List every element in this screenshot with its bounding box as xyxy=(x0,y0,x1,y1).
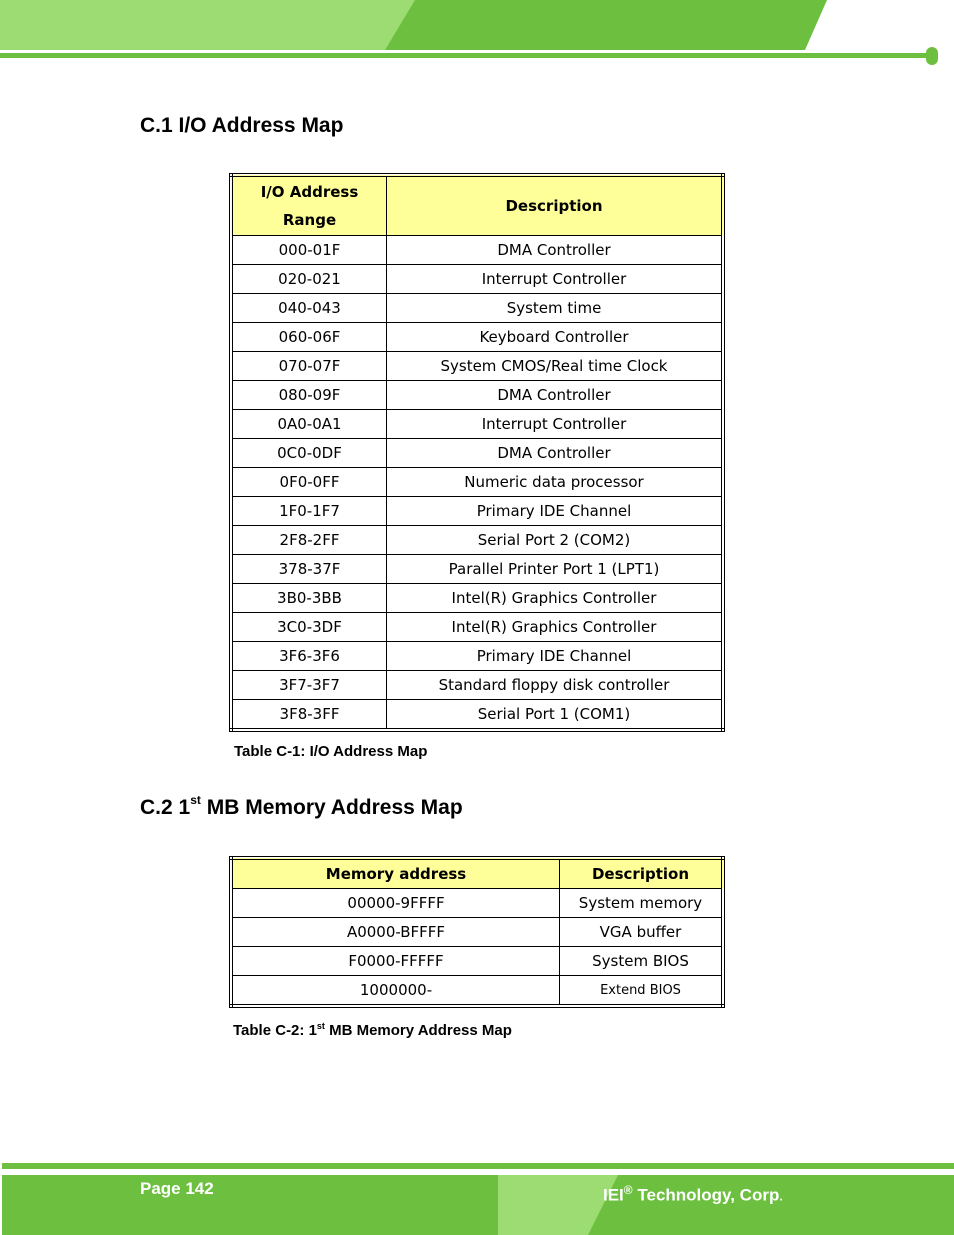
header-dark-stripe xyxy=(385,0,827,50)
column-header: Description xyxy=(560,858,724,889)
description-cell: VGA buffer xyxy=(560,918,724,947)
address-cell: 020-021 xyxy=(231,265,387,294)
address-cell: 2F8-2FF xyxy=(231,526,387,555)
table-row xyxy=(231,497,723,526)
description-cell: Keyboard Controller xyxy=(387,323,724,352)
registered-mark: ® xyxy=(623,1183,633,1197)
address-cell: 3B0-3BB xyxy=(231,584,387,613)
description-cell: DMA Controller xyxy=(387,439,724,468)
table-row xyxy=(231,613,723,642)
description-cell: System BIOS xyxy=(560,947,724,976)
brand-suffix: Technology, Corp xyxy=(632,1185,780,1205)
title-prefix: C.2 1 xyxy=(140,796,191,819)
table-row xyxy=(231,947,723,976)
address-cell: 3F8-3FF xyxy=(231,700,387,731)
brand-prefix: IEI xyxy=(603,1185,624,1205)
table-row xyxy=(231,352,723,381)
description-cell: System time xyxy=(387,294,724,323)
address-cell: 378-37F xyxy=(231,555,387,584)
table-row xyxy=(231,555,723,584)
address-cell: 000-01F xyxy=(231,236,387,265)
description-cell: Serial Port 1 (COM1) xyxy=(387,700,724,731)
description-cell: Primary IDE Channel xyxy=(387,497,724,526)
table-row xyxy=(231,584,723,613)
address-cell: 3F6-3F6 xyxy=(231,642,387,671)
description-cell: System CMOS/Real time Clock xyxy=(387,352,724,381)
table-row xyxy=(231,294,723,323)
footer-rule xyxy=(2,1163,954,1169)
io-address-table xyxy=(229,173,725,732)
address-cell: 070-07F xyxy=(231,352,387,381)
table-caption-memory xyxy=(233,1021,512,1039)
title-superscript: st xyxy=(190,793,201,807)
section-title-io: C.1 I/O Address Map xyxy=(140,114,344,137)
address-cell: F0000-FFFFF xyxy=(231,947,560,976)
caption-prefix: Table C-2: 1 xyxy=(233,1022,317,1039)
title-suffix: MB Memory Address Map xyxy=(200,796,463,819)
description-cell: Parallel Printer Port 1 (LPT1) xyxy=(387,555,724,584)
description-cell: Primary IDE Channel xyxy=(387,642,724,671)
description-cell: Extend BIOS xyxy=(560,976,724,1007)
table-row xyxy=(231,439,723,468)
table-header-row xyxy=(231,175,723,236)
address-cell: 3C0-3DF xyxy=(231,613,387,642)
brand-dot: . xyxy=(779,1189,783,1204)
address-cell: 060-06F xyxy=(231,323,387,352)
table-row xyxy=(231,976,723,1007)
description-cell: Intel(R) Graphics Controller xyxy=(387,584,724,613)
address-cell: 3F7-3F7 xyxy=(231,671,387,700)
table-header-row xyxy=(231,858,723,889)
description-cell: Interrupt Controller xyxy=(387,410,724,439)
table-row xyxy=(231,918,723,947)
address-cell: 0C0-0DF xyxy=(231,439,387,468)
caption-superscript: st xyxy=(316,1021,325,1031)
table-row xyxy=(231,526,723,555)
description-cell: Standard floppy disk controller xyxy=(387,671,724,700)
address-cell: 1F0-1F7 xyxy=(231,497,387,526)
description-cell: DMA Controller xyxy=(387,381,724,410)
description-cell: Numeric data processor xyxy=(387,468,724,497)
address-cell: 1000000- xyxy=(231,976,560,1007)
description-cell: System memory xyxy=(560,889,724,918)
header-light-stripe xyxy=(0,0,415,50)
description-cell: Serial Port 2 (COM2) xyxy=(387,526,724,555)
memory-address-table xyxy=(229,856,725,1008)
address-cell: A0000-BFFFF xyxy=(231,918,560,947)
table-row xyxy=(231,381,723,410)
column-header: Memory address xyxy=(231,858,560,889)
table-row xyxy=(231,889,723,918)
address-cell: 040-043 xyxy=(231,294,387,323)
table-caption-io: Table C-1: I/O Address Map xyxy=(234,743,428,760)
table-row xyxy=(231,671,723,700)
table-row xyxy=(231,642,723,671)
table-row xyxy=(231,410,723,439)
address-cell: 0A0-0A1 xyxy=(231,410,387,439)
table-row xyxy=(231,700,723,731)
table-row xyxy=(231,236,723,265)
section-title-memory xyxy=(140,795,463,820)
page-number: Page 142 xyxy=(140,1179,214,1198)
caption-suffix: MB Memory Address Map xyxy=(324,1022,512,1039)
header-rule xyxy=(0,53,930,58)
table-row xyxy=(231,323,723,352)
brand-name xyxy=(603,1183,783,1206)
table-row xyxy=(231,468,723,497)
page-header-band xyxy=(0,0,954,70)
address-cell: 00000-9FFFF xyxy=(231,889,560,918)
table-row xyxy=(231,265,723,294)
column-header: I/O Address Range xyxy=(231,175,387,236)
description-cell: Interrupt Controller xyxy=(387,265,724,294)
column-header: Description xyxy=(387,175,724,236)
description-cell: DMA Controller xyxy=(387,236,724,265)
address-cell: 080-09F xyxy=(231,381,387,410)
address-cell: 0F0-0FF xyxy=(231,468,387,497)
description-cell: Intel(R) Graphics Controller xyxy=(387,613,724,642)
header-rule-end-cap xyxy=(926,47,938,65)
